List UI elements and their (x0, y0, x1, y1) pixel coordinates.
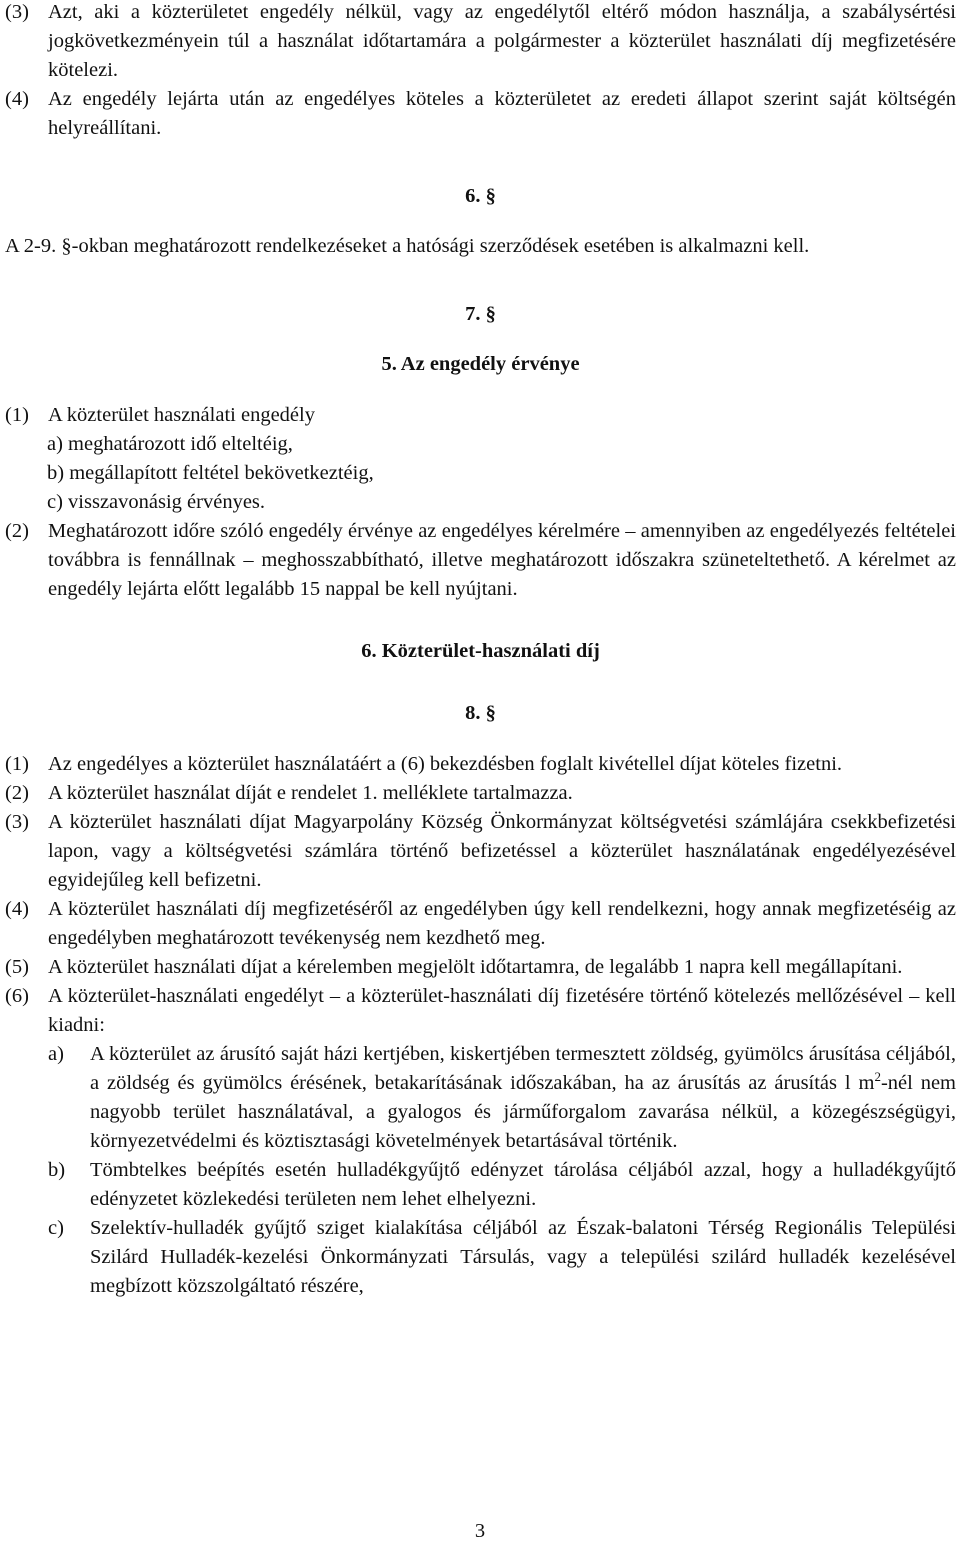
section-8-paragraph-2 (5, 779, 956, 808)
section-8-paragraph-5 (5, 953, 956, 982)
paragraph-text: A közterület használati díjat Magyarpolány Község Önkormányzat költségvetési számlájára csekkbefizetési lapon, vagy a költségvetési számlára történő befizetéssel a közterület használatának engedélyezésével egyidejűleg kell befizetni. (48, 811, 956, 891)
section-6-text: A 2-9. §-okban meghatározott rendelkezéseket a hatósági szerződések esetében is alkalmazni kell. (5, 235, 810, 257)
paragraph-number: (5) (5, 956, 29, 978)
section-7-paragraph-1 (5, 401, 956, 430)
list-text: Tömbtelkes beépítés esetén hulladékgyűjtő edényzet tárolása céljából azzal, hogy a hulladékgyűjtő edényzetet közlekedési területen nem lehet elhelyezni. (90, 1159, 956, 1210)
paragraph-number: (4) (5, 898, 29, 920)
section-7-title: 7. § (465, 303, 496, 325)
paragraph-number: (6) (5, 985, 29, 1007)
paragraph-number: (1) (5, 753, 29, 775)
paragraph-text: Azt, aki a közterületet engedély nélkül, vagy az engedélytől eltérő módon használja, a szabálysértési jogkövetkezményein túl a használat időtartamára a polgármester a közterület használati díj megfizetésére kötelezi. (48, 1, 956, 81)
paragraph-number: (2) (5, 782, 29, 804)
section-7-paragraph-2 (5, 517, 956, 604)
section-8-paragraph-6 (5, 982, 956, 1040)
paragraph-text: A közterület használati díjat a kérelemben megjelölt időtartamra, de legalább 1 napra kell megállapítani. (48, 956, 903, 978)
list-item: c) visszavonásig érvényes. (47, 491, 266, 513)
paragraph-text: Az engedély lejárta után az engedélyes köteles a közterületet az eredeti állapot szerint saját költségén helyreállítani. (48, 88, 956, 139)
paragraph-number: (3) (5, 811, 29, 833)
paragraph-number: (3) (5, 1, 29, 23)
section-8-paragraph-1 (5, 750, 956, 779)
paragraph-number: (1) (5, 404, 29, 426)
chapter-6-title: 6. Közterület-használati díj (361, 640, 600, 662)
section-6-title: 6. § (465, 185, 496, 207)
list-text-part: A közterület az árusító saját házi kertjében, kiskertjében termesztett zöldség, gyümölcs árusítása céljából, a zöldség és gyümölcs érésének, betakarításának időszakában, ha az árusítás az árusítás l m (90, 1043, 956, 1094)
list-item-a (48, 1040, 956, 1156)
page-number: 3 (474, 1520, 486, 1542)
section-8-paragraph-3 (5, 808, 956, 895)
list-item-b (48, 1156, 956, 1214)
list-text-part: -nél nem nagyobb terület használatával, a gyalogos és járműforgalom zavarása nélkül, a közegészségügyi, környezetvédelmi és köztisztasági követelmények betartásával történik. (90, 1072, 956, 1152)
section-8-paragraph-4 (5, 895, 956, 953)
paragraph-text: A közterület használati díj megfizetéséről az engedélyben úgy kell rendelkezni, hogy annak megfizetéséig az engedélyben meghatározott tevékenység nem kezdhető meg. (48, 898, 956, 949)
section-8-paragraph-6-list (5, 1040, 956, 1301)
chapter-5-title: 5. Az engedély érvénye (381, 353, 580, 375)
paragraph-3 (5, 0, 956, 85)
list-label: a) (48, 1043, 64, 1065)
list-label: b) (48, 1159, 66, 1181)
paragraph-text: Az engedélyes a közterület használatáért a (6) bekezdésben foglalt kivétellel díjat köteles fizetni. (48, 753, 843, 775)
paragraph-4 (5, 85, 956, 143)
list-label: c) (48, 1217, 64, 1239)
list-item-c (48, 1214, 956, 1301)
section-8-paragraphs (5, 750, 956, 1040)
section-8-title: 8. § (465, 702, 496, 724)
paragraph-text: A közterület-használati engedélyt – a közterület-használati díj fizetésére történő kötelezés mellőzésével – kell kiadni: (48, 985, 956, 1036)
list-item: a) meghatározott idő elteltéig, (47, 433, 293, 455)
paragraph-number: (4) (5, 88, 29, 110)
superscript: 2 (874, 1069, 881, 1084)
document-page (5, 0, 956, 1301)
section-7-list (5, 430, 956, 517)
paragraph-text: A közterület használati engedély (48, 404, 315, 426)
paragraph-text: A közterület használat díját e rendelet 1. melléklete tartalmazza. (48, 782, 573, 804)
list-text (90, 1040, 956, 1156)
paragraph-number: (2) (5, 520, 29, 542)
paragraph-text: Meghatározott időre szóló engedély érvénye az engedélyes kérelmére – amennyiben az engedélyezés feltételei továbbra is fennállnak – meghosszabbítható, illetve meghatározott időszakra szüneteltethető. A kérelmet az engedély lejárta előtt legalább 15 nappal be kell nyújtani. (48, 520, 956, 600)
list-item: b) megállapított feltétel bekövetkeztéig, (47, 462, 374, 484)
list-text: Szelektív-hulladék gyűjtő sziget kialakítása céljából az Észak-balatoni Térség Regionális Települési Szilárd Hulladék-kezelési Önkormányzati Társulás, vagy a települési szilárd hulladék kezelésével megbízott közszolgáltató részére, (90, 1217, 956, 1297)
